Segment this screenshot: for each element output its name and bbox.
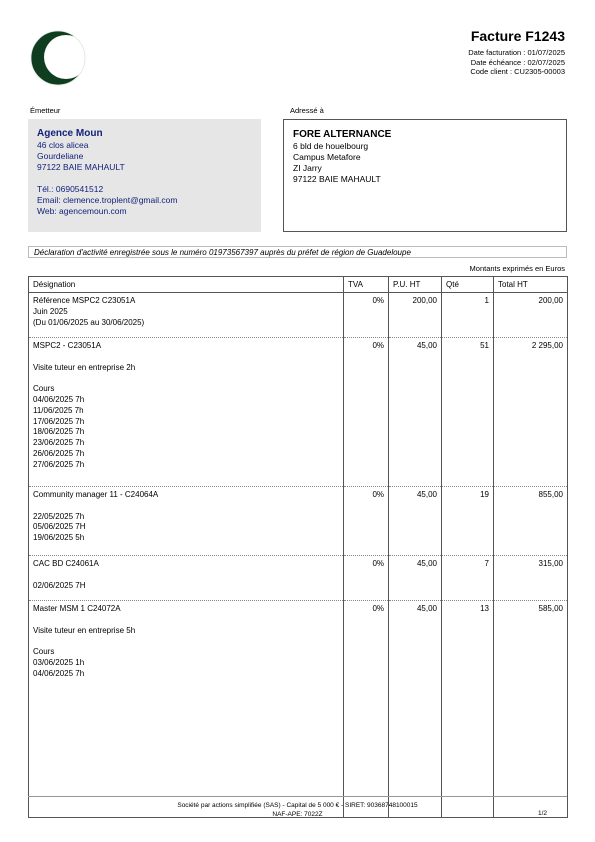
- footer-line-2: NAF-APE: 7022Z: [272, 811, 323, 818]
- cell-pu: 45,00: [389, 556, 442, 601]
- designation-line: Visite tuteur en entreprise 2h: [33, 362, 136, 372]
- header-pu: P.U. HT: [389, 277, 442, 293]
- designation-line: 23/06/2025 7h: [33, 438, 85, 448]
- designation-line: [33, 352, 339, 363]
- emetteur-label: Émetteur: [30, 106, 61, 115]
- designation-line: CAC BD C24061A: [33, 559, 99, 568]
- cell-tva: 0%: [344, 487, 389, 556]
- designation-line: Juin 2025: [33, 306, 68, 316]
- emetteur-address-2: Gourdeliane: [37, 151, 84, 161]
- designation-line: Visite tuteur en entreprise 5h: [33, 625, 136, 635]
- invoice-title: Facture F1243: [470, 28, 565, 44]
- designation-line: Référence MSPC2 C23051A: [33, 296, 136, 305]
- designation-line: [33, 570, 339, 581]
- declaration-activite: Déclaration d'activité enregistrée sous le numéro 01973567397 auprès du préfet de région de Guadeloupe: [28, 246, 567, 258]
- designation-line: Community manager 11 - C24064A: [33, 490, 159, 499]
- header-qte: Qté: [442, 277, 494, 293]
- emetteur-web: Web: agencemoun.com: [37, 206, 127, 216]
- cell-designation: [29, 556, 344, 601]
- destinataire-address-3: ZI Jarry: [293, 163, 322, 173]
- designation-line: MSPC2 - C23051A: [33, 341, 102, 350]
- table-row: [29, 338, 568, 487]
- destinataire-address-2: Campus Metafore: [293, 152, 361, 162]
- page-number: 1/2: [537, 810, 547, 817]
- header-total: Total HT: [494, 277, 568, 293]
- designation-line: 19/06/2025 5h: [33, 533, 85, 543]
- cell-qte: 7: [442, 556, 494, 601]
- designation-line: 05/06/2025 7H: [33, 522, 86, 532]
- cell-designation: [29, 601, 344, 818]
- header-designation: Désignation: [29, 277, 344, 293]
- destinataire-label: Adressé à: [290, 106, 324, 115]
- designation-line: 04/06/2025 7h: [33, 394, 85, 404]
- destinataire-address-4: 97122 BAIE MAHAULT: [293, 174, 381, 184]
- designation-line: [33, 501, 339, 512]
- designation-line: [33, 373, 339, 384]
- designation-line: [33, 615, 339, 626]
- emetteur-box: [28, 119, 261, 232]
- destinataire-address-1: 6 bld de houelbourg: [293, 141, 369, 151]
- table-row: [29, 293, 568, 338]
- cell-total: 315,00: [494, 556, 568, 601]
- cell-designation: [29, 293, 344, 338]
- footer-line-1: Société par actions simplifiée (SAS) - Capital de 5 000 € - SIRET: 90368748100015: [177, 802, 418, 809]
- cell-pu: 45,00: [389, 338, 442, 487]
- date-echeance: Date échéance : 02/07/2025: [470, 57, 565, 67]
- table-row: [29, 487, 568, 556]
- destinataire-box: [283, 119, 567, 232]
- emetteur-address-3: 97122 BAIE MAHAULT: [37, 162, 125, 172]
- designation-line: 22/05/2025 7h: [33, 511, 85, 521]
- designation-line: 03/06/2025 1h: [33, 657, 85, 667]
- cell-qte: 1: [442, 293, 494, 338]
- company-logo: [30, 30, 86, 86]
- cell-qte: 19: [442, 487, 494, 556]
- footer-legal: [28, 801, 567, 819]
- cell-pu: 45,00: [389, 487, 442, 556]
- emetteur-address-1: 46 clos alicea: [37, 140, 89, 150]
- designation-line: (Du 01/06/2025 au 30/06/2025): [33, 317, 145, 327]
- designation-line: 27/06/2025 7h: [33, 459, 85, 469]
- montants-note: Montants exprimés en Euros: [469, 264, 565, 273]
- cell-designation: [29, 338, 344, 487]
- emetteur-tel: Tél.: 0690541512: [37, 184, 104, 194]
- designation-line: [33, 636, 339, 647]
- code-client: Code client : CU2305-00003: [470, 67, 565, 76]
- table-row: [29, 556, 568, 601]
- emetteur-name: Agence Moun: [37, 128, 103, 139]
- table-row: [29, 601, 568, 818]
- designation-line: Cours: [33, 647, 55, 657]
- cell-designation: [29, 487, 344, 556]
- cell-total: 200,00: [494, 293, 568, 338]
- cell-total: 585,00: [494, 601, 568, 818]
- cell-qte: 51: [442, 338, 494, 487]
- cell-qte: 13: [442, 601, 494, 818]
- designation-line: 17/06/2025 7h: [33, 416, 85, 426]
- cell-pu: 45,00: [389, 601, 442, 818]
- table-header-row: [29, 277, 568, 293]
- header-tva: TVA: [344, 277, 389, 293]
- designation-line: 04/06/2025 7h: [33, 668, 85, 678]
- emetteur-email: Email: clemence.troplent@gmail.com: [37, 195, 178, 205]
- designation-line: 11/06/2025 7h: [33, 405, 84, 415]
- designation-line: 02/06/2025 7H: [33, 580, 86, 590]
- date-facturation: Date facturation : 01/07/2025: [468, 48, 565, 57]
- cell-tva: 0%: [344, 556, 389, 601]
- invoice-items-table: [28, 276, 568, 818]
- destinataire-name: FORE ALTERNANCE: [293, 129, 392, 140]
- designation-line: Cours: [33, 384, 55, 394]
- designation-line: Master MSM 1 C24072A: [33, 604, 121, 613]
- designation-line: 18/06/2025 7h: [33, 427, 85, 437]
- cell-tva: 0%: [344, 293, 389, 338]
- footer-divider: [28, 796, 567, 797]
- designation-line: 26/06/2025 7h: [33, 448, 85, 458]
- cell-tva: 0%: [344, 338, 389, 487]
- cell-total: 2 295,00: [494, 338, 568, 487]
- cell-pu: 200,00: [389, 293, 442, 338]
- cell-total: 855,00: [494, 487, 568, 556]
- cell-tva: 0%: [344, 601, 389, 818]
- invoice-meta: [468, 48, 565, 77]
